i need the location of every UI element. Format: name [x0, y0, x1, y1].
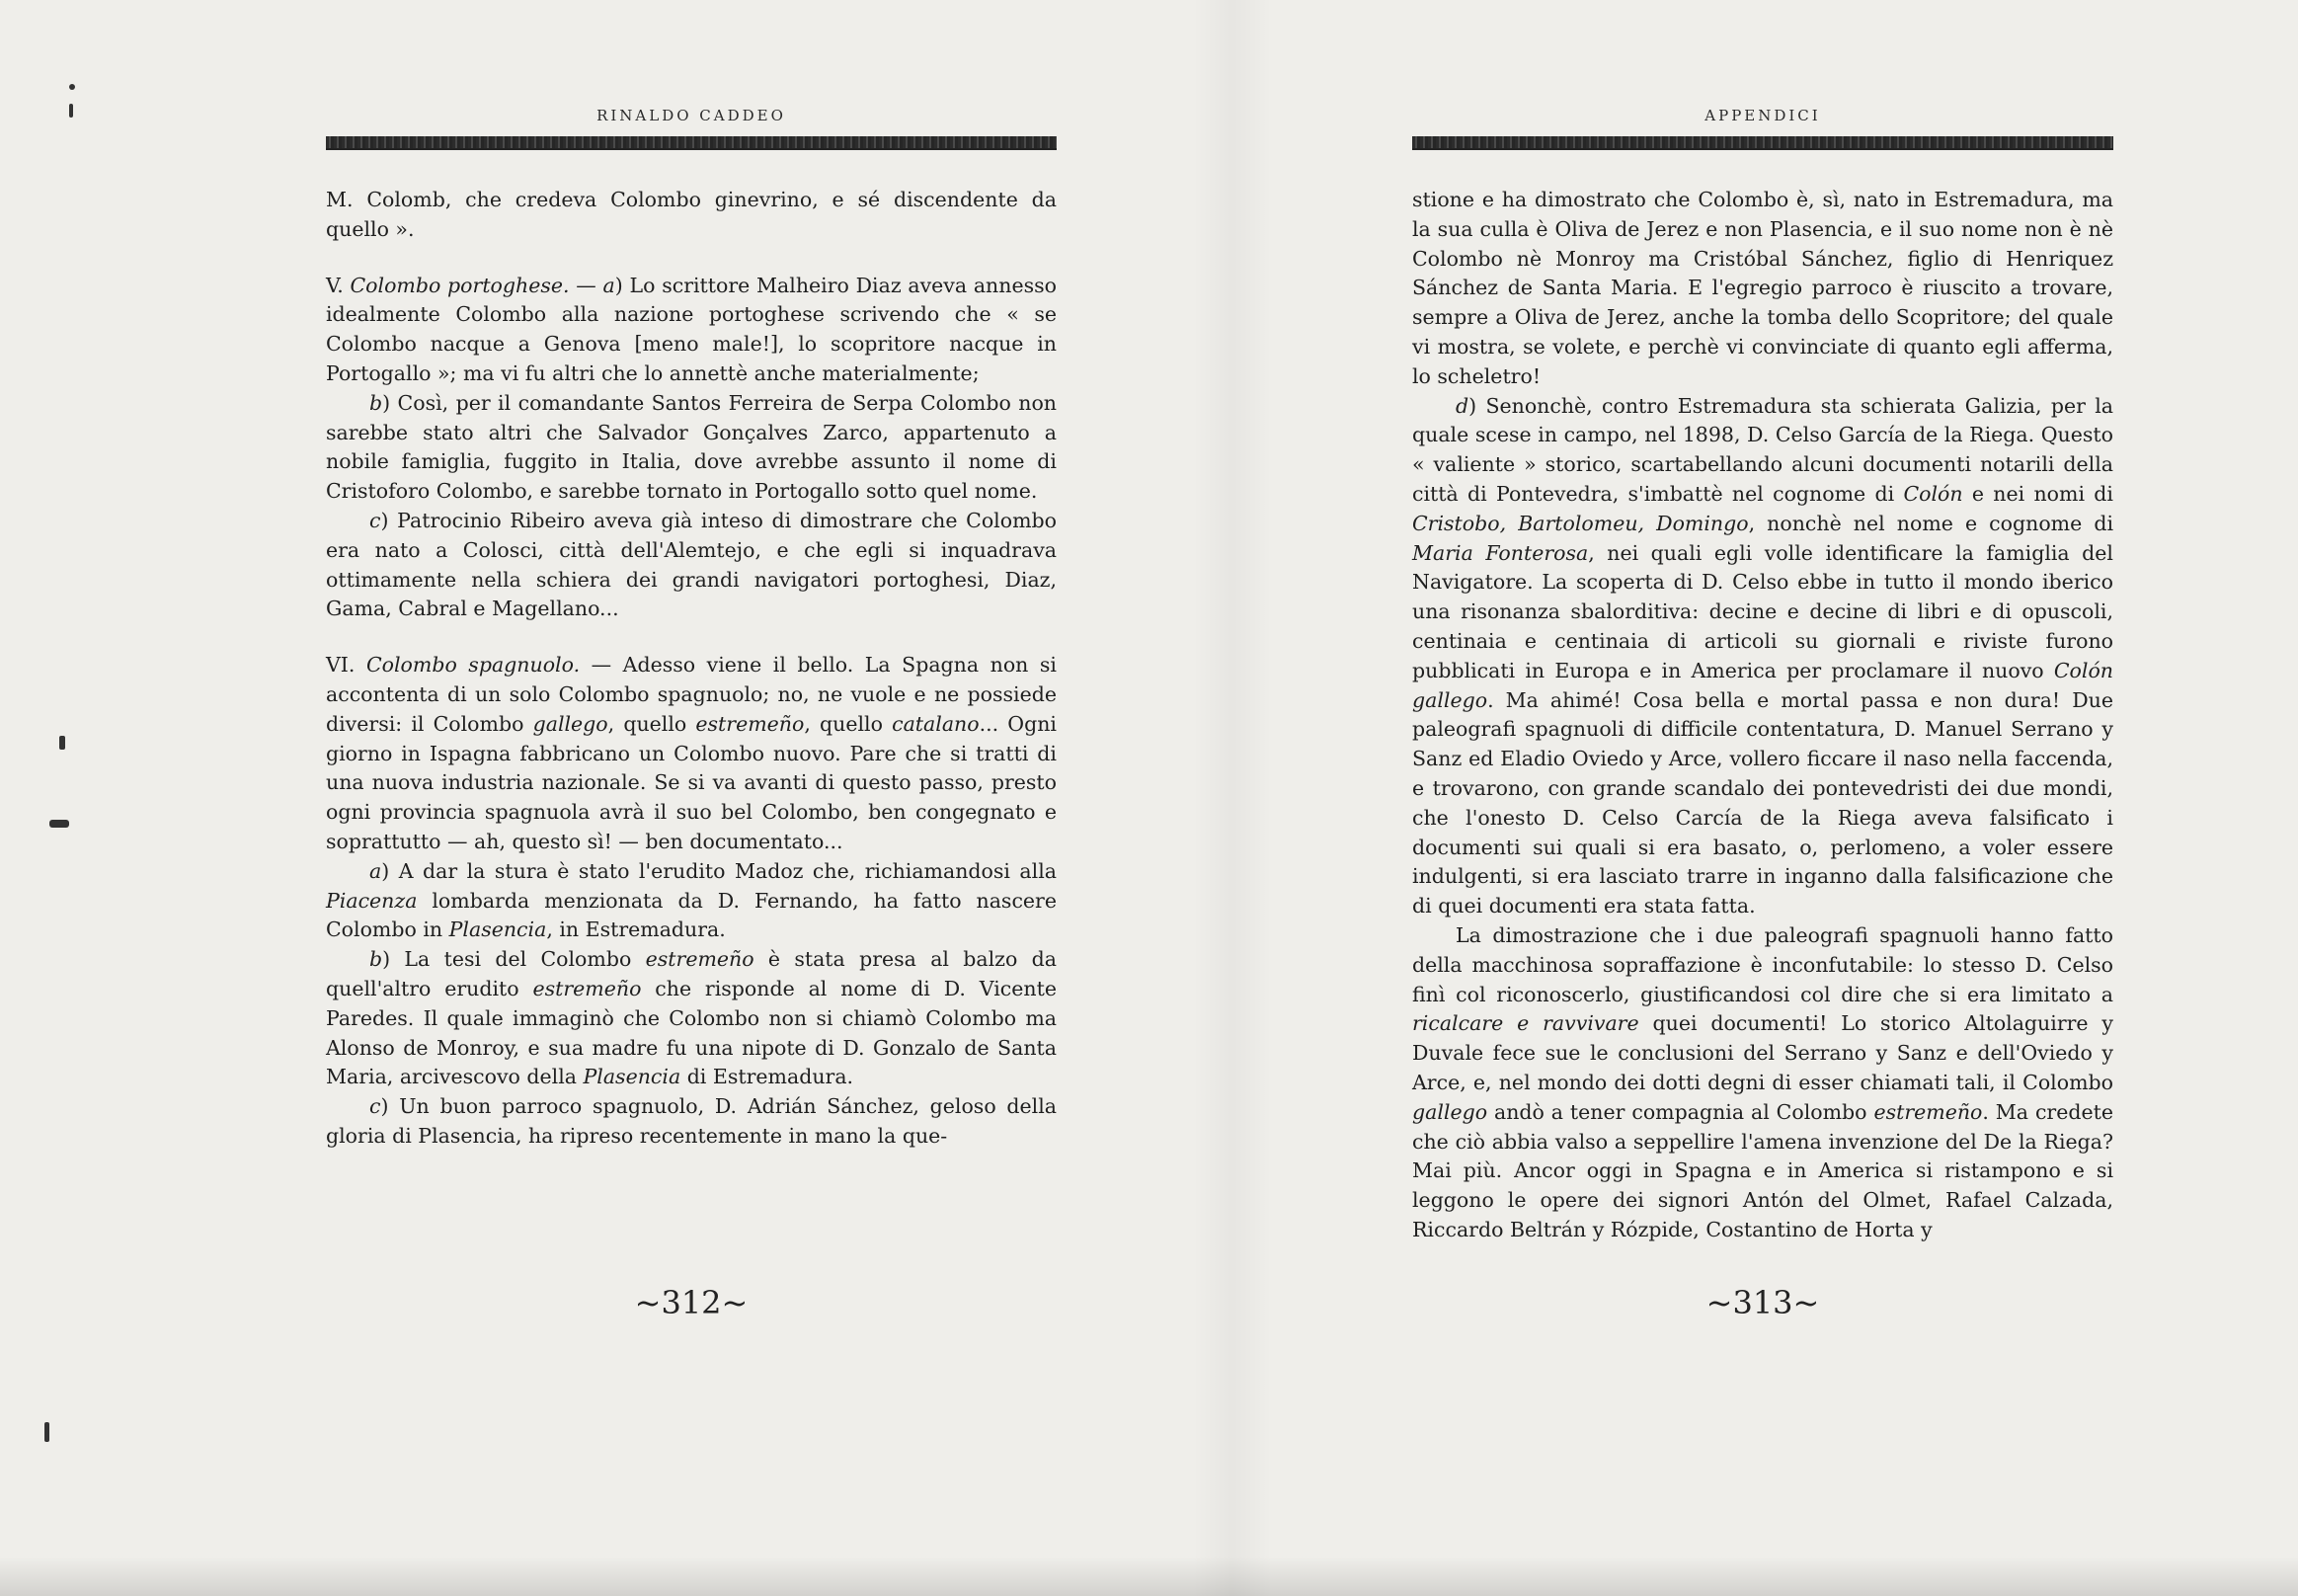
text-run: V.	[326, 273, 351, 297]
text-run: ... Ogni giorno in Ispagna fabbricano un Colombo nuovo. Pare che si tratti di una nuova industria nazionale. Se si va avanti di questo passo, presto ogni provincia spagnuola avrà il suo bel Colombo, ben congegnato e soprattutto — ah, questo sì! — ben documentato...	[326, 711, 1057, 853]
body-paragraph	[1412, 921, 2113, 1245]
body-paragraph	[326, 857, 1057, 945]
right-page-text	[1412, 186, 2113, 1245]
text-run: ) Lo scrittore Malheiro Diaz aveva annesso idealmente Colombo alla nazione portoghese scrivendo che « se Colombo nacque a Genova [meno male!], lo scopritore nacque in Portogallo »; ma vi fu altri che lo annettè anche materialmente;	[326, 273, 1057, 385]
scan-speck	[59, 736, 65, 750]
text-run: VI.	[326, 653, 366, 678]
text-run: , nonchè nel nome e cognome di	[1748, 511, 2113, 535]
scan-bottom-shadow	[0, 1556, 2298, 1596]
italic-text: Plasencia	[583, 1065, 681, 1089]
body-paragraph	[326, 272, 1057, 389]
body-paragraph	[1412, 392, 2113, 921]
italic-text: a	[602, 273, 615, 297]
italic-text: gallego	[532, 711, 608, 736]
scan-speck	[69, 104, 73, 118]
italic-text: Colón	[1903, 481, 1963, 506]
body-paragraph	[326, 507, 1057, 624]
page-gutter	[1193, 0, 1272, 1596]
text-run: , quello	[804, 711, 893, 736]
body-paragraph	[326, 186, 1057, 245]
italic-text: Maria Fonterosa	[1412, 540, 1589, 565]
italic-text: estremeño	[695, 711, 805, 736]
text-run: . Ma credete che ciò abbia valso a seppellire l'amena invenzione del De la Riega? Mai più. Ancor oggi in Spagna e in America si ristampono e si leggono le opere dei signori Antón del Olmet, Rafael Calzada, Riccardo Beltrán y Rózpide, Costantino de Horta y	[1412, 1099, 2113, 1241]
scan-speck	[69, 84, 75, 90]
text-run: di Estremadura.	[680, 1065, 854, 1089]
text-run: , in Estremadura.	[546, 918, 726, 942]
text-run: La dimostrazione che i due paleografi spagnuoli hanno fatto della macchinosa sopraffazione è inconfutabile: lo stesso D. Celso finì col riconoscerlo, giustificandosi col dire che si era limitato a	[1412, 922, 2113, 1006]
scan-speck	[44, 1422, 49, 1442]
text-run: —	[569, 273, 603, 297]
page-number-right: ~313~	[1705, 1284, 1820, 1321]
running-head-left: RINALDO CADDEO	[596, 107, 786, 124]
header-rule-right	[1412, 136, 2113, 150]
text-run: andò a tener compagnia al Colombo	[1487, 1099, 1874, 1124]
italic-text: Plasencia	[448, 918, 547, 942]
italic-text: a	[369, 858, 382, 883]
italic-text: Colombo portoghese.	[350, 273, 570, 297]
italic-text: ricalcare e ravvivare	[1412, 1011, 1639, 1036]
italic-text: Piacenza	[326, 888, 418, 913]
text-run: quei documenti! Lo storico Altolaguirre y Duvale fece sue le conclusioni del Serrano y Sanz e dell'Oviedo y Arce, e, nel mondo dei dotti degni di esser chiamati tali, il Colombo	[1412, 1011, 2114, 1094]
text-run: M. Colomb, che credeva Colombo ginevrino, e sé discendente da quello ».	[326, 188, 1057, 241]
italic-text: Colón gallego	[1412, 658, 2113, 712]
italic-text: b	[369, 947, 383, 972]
text-run: stione e ha dimostrato che Colombo è, sì, nato in Estremadura, ma la sua culla è Oliva de Jerez e non Plasencia, e il suo nome non è nè Colombo nè Monroy ma Cristóbal Sánchez, figlio di Henriquez Sánchez de Santa Maria. E l'egregio parroco è riuscito a trovare, sempre a Oliva de Jerez, anche la tomba dello Scopritore; del quale vi mostra, se volete, e perchè vi convinciate di quanto egli afferma, lo scheletro!	[1412, 188, 2113, 388]
text-run: lombarda menzionata da D. Fernando, ha fatto nascere Colombo in	[326, 888, 1057, 942]
text-run: ) A dar la stura è stato l'erudito Madoz che, richiamandosi alla	[381, 858, 1057, 883]
left-page-text	[326, 186, 1057, 1152]
italic-text: c	[369, 1094, 381, 1119]
italic-text: estremeño	[532, 976, 642, 1000]
page-number-left: ~312~	[634, 1284, 749, 1321]
italic-text: c	[369, 508, 381, 532]
body-paragraph	[326, 1092, 1057, 1152]
italic-text: d	[1456, 393, 1469, 418]
header-rule-left	[326, 136, 1057, 150]
text-run: ) Un buon parroco spagnuolo, D. Adrián Sánchez, geloso della gloria di Plasencia, ha ripreso recentemente in mano la que-	[326, 1094, 1057, 1148]
text-run: ) La tesi del Colombo	[382, 947, 646, 972]
body-paragraph	[326, 651, 1057, 857]
body-paragraph	[326, 945, 1057, 1092]
text-run: . Ma ahimé! Cosa bella e mortal passa e non dura! Due paleografi spagnuoli di difficile contentatura, D. Manuel Serrano y Sanz ed Eladio Oviedo y Arce, vollero ficcare il naso nella faccenda, e trovarono, con grande scandalo dei pontevedristi dei due mondi, che l'onesto D. Celso Carcía de la Riega aveva falsificato i documenti sui quali si era basato, o, perlomeno, a voler essere indulgenti, si era lasciato trarre in inganno dalla falsificazione che di quei documenti era stata fatta.	[1412, 687, 2113, 918]
italic-text: gallego	[1412, 1099, 1488, 1124]
italic-text: Colombo spagnuolo.	[365, 653, 581, 678]
text-run: — Adesso viene il bello. La Spagna non si accontenta di un solo Colombo spagnuolo; no, ne vuole e ne possiede diversi: il Colombo	[326, 653, 1057, 736]
text-run: che risponde al nome di D. Vicente Paredes. Il quale immaginò che Colombo non si chiamò Colombo ma Alonso de Monroy, e sua madre fu una nipote di D. Gonzalo de Santa Maria, arcivescovo della	[326, 976, 1057, 1089]
body-paragraph	[1412, 186, 2113, 392]
italic-text: catalano	[892, 711, 980, 736]
italic-text: b	[369, 390, 383, 415]
italic-text: estremeño	[1873, 1099, 1983, 1124]
scan-speck	[49, 820, 69, 828]
text-run: è stata presa al balzo da quell'altro erudito	[326, 947, 1057, 1000]
running-head-right: APPENDICI	[1704, 107, 1821, 124]
text-run: e nei nomi di	[1962, 481, 2113, 506]
text-run: , nei quali egli volle identificare la famiglia del Navigatore. La scoperta di D. Celso ebbe in tutto il mondo iberico una risonanza sbalorditiva: decine e decine di libri e di opuscoli, centinaia e centinaia di articoli su giornali e riviste furono pubblicati in Europa e in America per proclamare il nuovo	[1412, 540, 2113, 682]
text-run: , quello	[607, 711, 696, 736]
italic-text: estremeño	[645, 947, 754, 972]
text-run: ) Patrocinio Ribeiro aveva già inteso di dimostrare che Colombo era nato a Colosci, città dell'Alemtejo, e che egli si inquadrava ottimamente nella schiera dei grandi navigatori portoghesi, Diaz, Gama, Cabral e Magellano...	[326, 508, 1057, 621]
text-run: ) Così, per il comandante Santos Ferreira de Serpa Colombo non sarebbe stato altri che Salvador Gonçalves Zarco, appartenuto a nobile famiglia, fuggito in Italia, dove avrebbe assunto il nome di Cristoforo Colombo, e sarebbe tornato in Portogallo sotto quel nome.	[326, 390, 1057, 504]
body-paragraph	[326, 389, 1057, 507]
italic-text: Cristobo, Bartolomeu, Domingo	[1412, 511, 1749, 535]
text-run: ) Senonchè, contro Estremadura sta schierata Galizia, per la quale scese in campo, nel 1898, D. Celso García de la Riega. Questo « valiente » storico, scartabellando alcuni documenti notarili della città di Pontevedra, s'imbattè nel cognome di	[1412, 393, 2113, 506]
